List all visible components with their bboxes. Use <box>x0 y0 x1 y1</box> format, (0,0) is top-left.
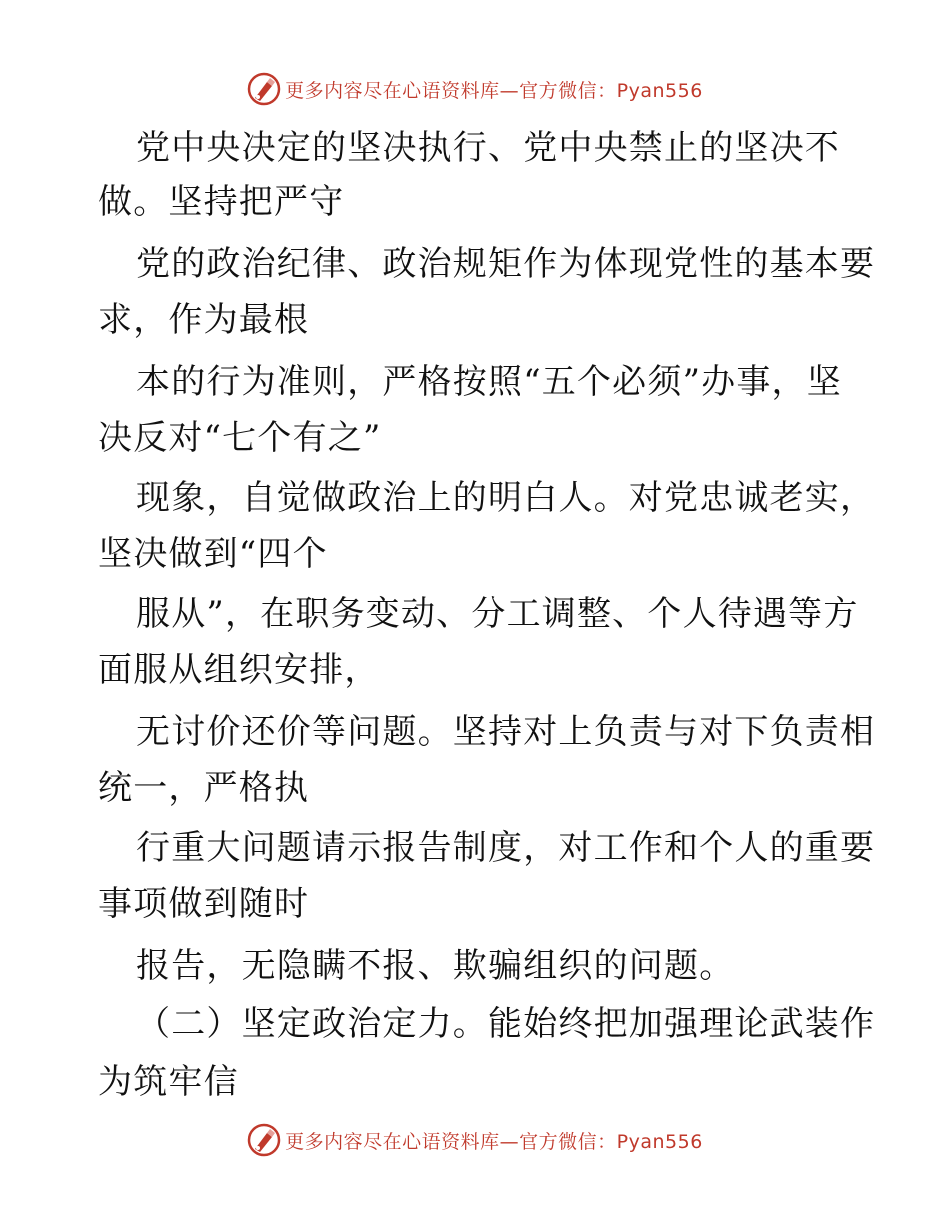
text-line: 统一，严格执 <box>98 768 310 808</box>
text-line: （二）坚定政治定力。能始终把加强理论武装作 <box>136 1004 876 1044</box>
text-line: 行重大问题请示报告制度，对工作和个人的重要 <box>136 828 876 868</box>
pen-logo-icon <box>247 72 281 106</box>
text-line: 决反对“七个有之” <box>98 418 382 458</box>
text-line: 求，作为最根 <box>98 300 310 340</box>
text-line: 现象，自觉做政治上的明白人。对党忠诚老实， <box>136 478 876 518</box>
text-line: 坚决做到“四个 <box>98 534 328 574</box>
text-line: 服从”，在职务变动、分工调整、个人待遇等方 <box>136 594 859 634</box>
text-line: 为筑牢信 <box>98 1062 239 1102</box>
text-line: 报告，无隐瞒不报、欺骗组织的问题。 <box>136 946 735 986</box>
footer-watermark <box>0 1123 950 1157</box>
text-line: 做。坚持把严守 <box>98 182 345 222</box>
text-line: 党中央决定的坚决执行、党中央禁止的坚决不 <box>136 128 840 168</box>
text-line: 无讨价还价等问题。坚持对上负责与对下负责相 <box>136 712 876 752</box>
text-line: 面服从组织安排， <box>98 650 380 690</box>
header-watermark <box>0 72 950 106</box>
pen-logo-icon <box>247 1123 281 1157</box>
watermark-text: 更多内容尽在心语资料库—官方微信：Pyan556 <box>285 79 703 102</box>
text-line: 本的行为准则，严格按照“五个必须”办事，坚 <box>136 362 842 402</box>
text-line: 事项做到随时 <box>98 884 310 924</box>
text-line: 党的政治纪律、政治规矩作为体现党性的基本要 <box>136 244 876 284</box>
watermark-text: 更多内容尽在心语资料库—官方微信：Pyan556 <box>285 1130 703 1153</box>
